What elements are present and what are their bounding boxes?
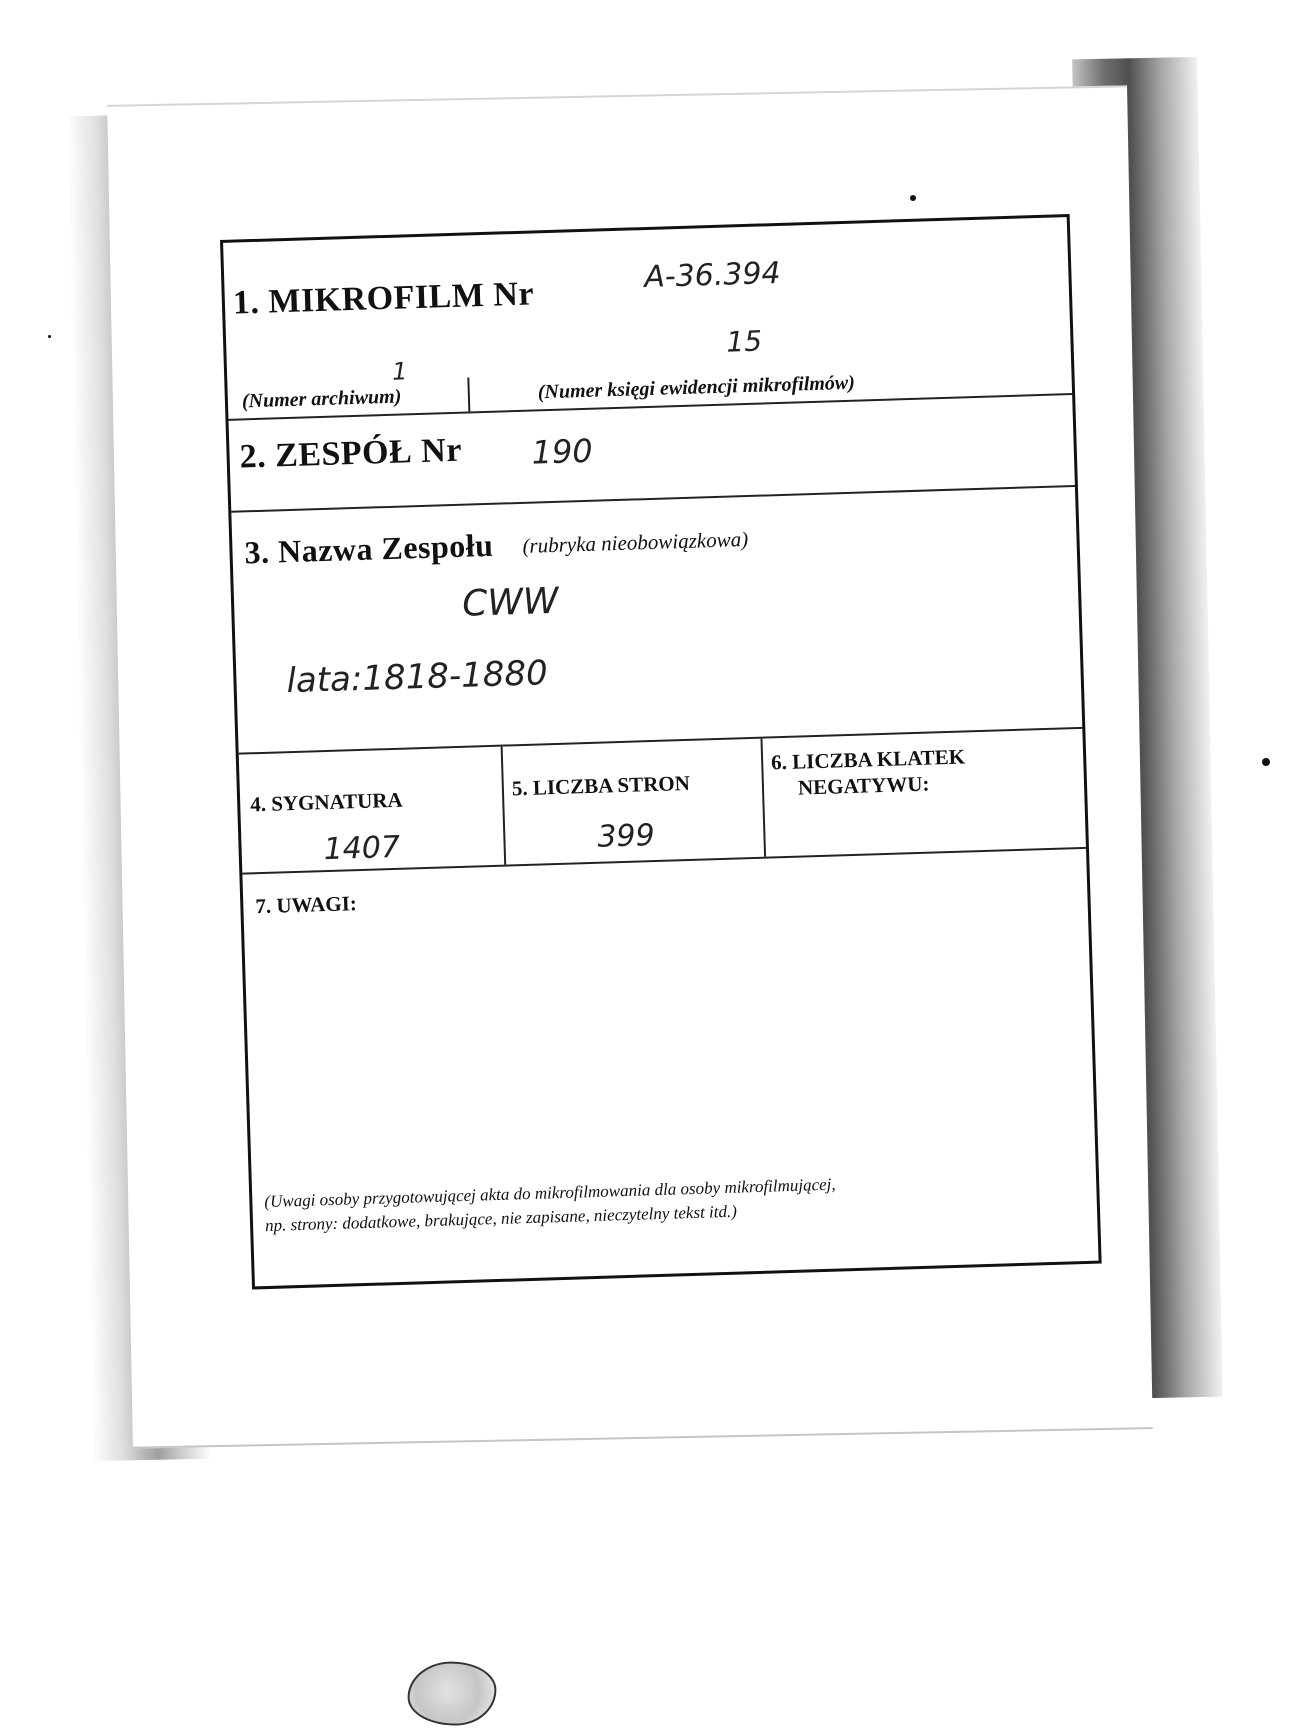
speck xyxy=(910,195,916,201)
field3-note: (rubryka nieobowiązkowa) xyxy=(522,527,749,558)
section-remarks xyxy=(242,849,1098,1287)
speck xyxy=(48,335,51,338)
field4-label: 4. SYGNATURA xyxy=(249,787,404,817)
section-fonds-name xyxy=(231,487,1082,755)
section-microfilm-number xyxy=(223,217,1072,421)
field5-label: 5. LICZBA STRON xyxy=(511,770,691,801)
field5-handwritten-value: 399 xyxy=(596,818,656,855)
field3-label: 3. Nazwa Zespołu xyxy=(244,526,494,571)
microfilm-form-card xyxy=(220,214,1102,1289)
field3-handwritten-name: CWW xyxy=(461,580,560,625)
field2-label: 2. ZESPÓŁ Nr xyxy=(239,431,463,476)
archive-number-value: 1 xyxy=(391,357,408,386)
column-divider-2 xyxy=(760,739,766,857)
field1-handwritten-value: A-36.394 xyxy=(643,255,782,296)
ink-stain xyxy=(407,1660,498,1727)
footer-note-line2: np. strony: dodatkowe, brakujące, nie zapisane, nieczytelny tekst itd.) xyxy=(264,1201,738,1236)
footer-note-line1: (Uwagi osoby przygotowującej akta do mikrofilmowania dla osoby mikrofilmującej, xyxy=(264,1174,836,1212)
speck xyxy=(1262,758,1270,766)
field4-handwritten-value: 1407 xyxy=(323,829,401,868)
field6-label-line1: 6. LICZBA KLATEK xyxy=(770,744,966,775)
field7-label: 7. UWAGI: xyxy=(254,891,358,919)
field6-label-line2: NEGATYWU: xyxy=(797,771,930,800)
column-divider-1 xyxy=(501,747,507,865)
field3-handwritten-years: lata:1818-1880 xyxy=(285,653,549,702)
register-number-caption: (Numer księgi ewidencji mikrofilmów) xyxy=(537,371,856,404)
field2-handwritten-value: 190 xyxy=(531,431,594,472)
caption-divider xyxy=(467,377,470,411)
field1-label: 1. MIKROFILM Nr xyxy=(232,275,535,322)
register-number-value: 15 xyxy=(725,324,763,359)
archive-number-caption: (Numer archiwum) xyxy=(241,385,402,413)
